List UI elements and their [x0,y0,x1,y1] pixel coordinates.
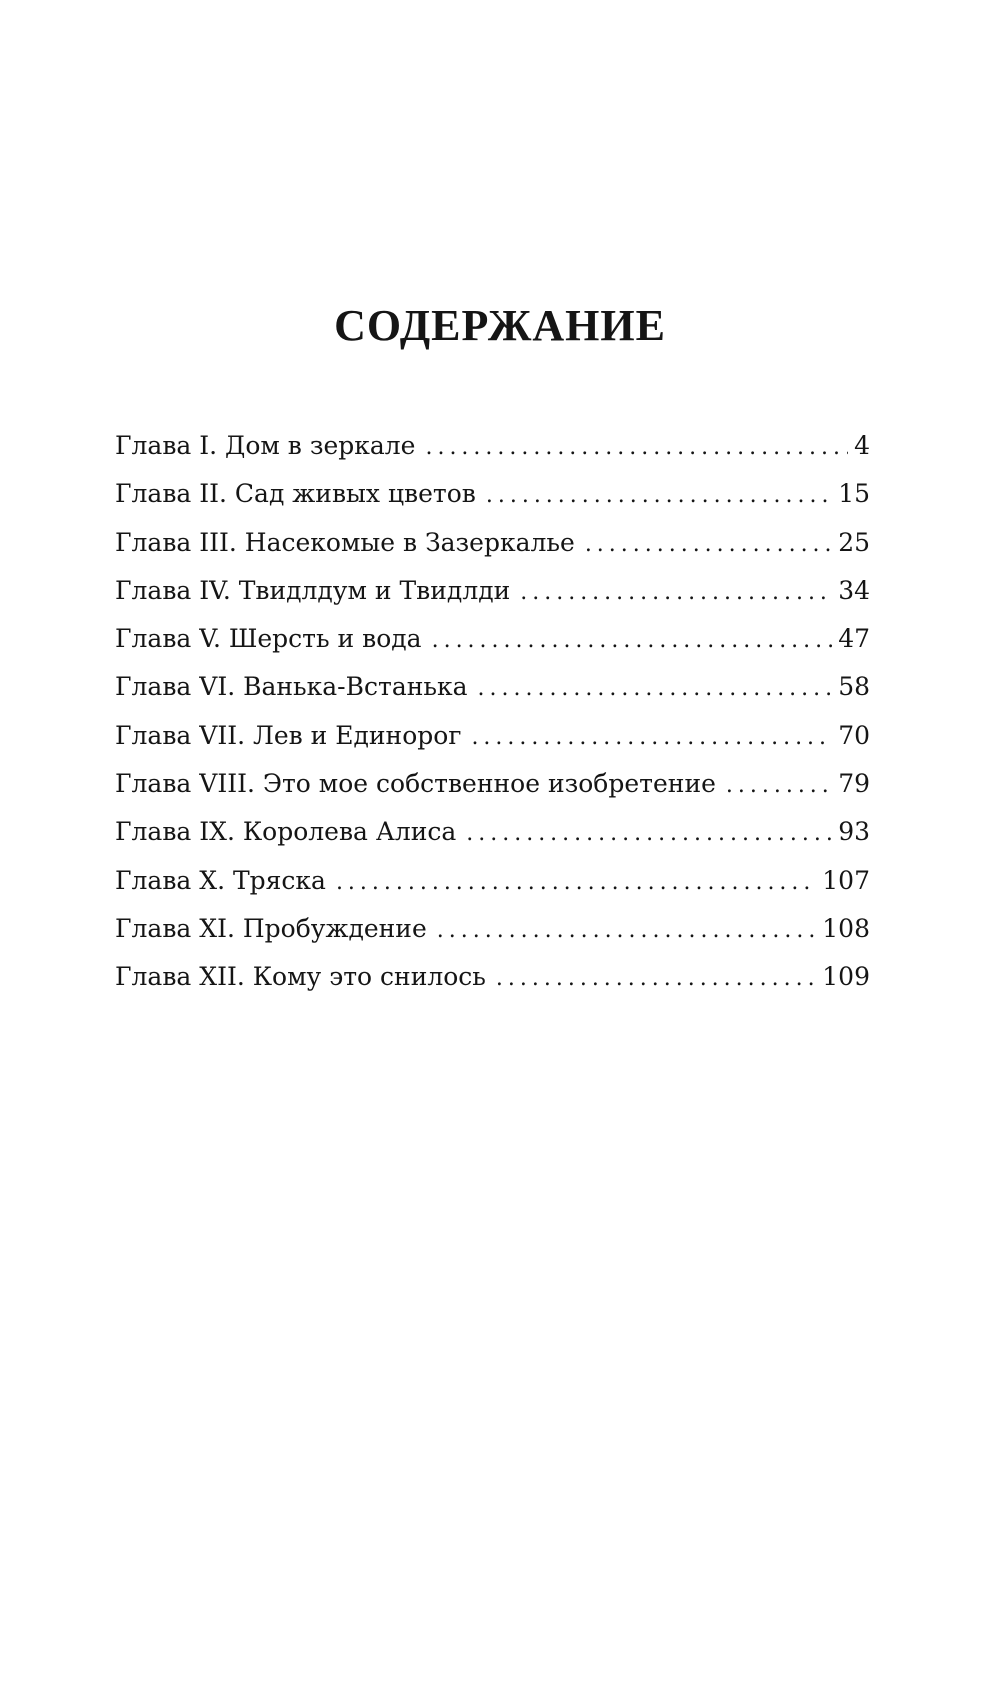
toc-entry-page: 70 [838,720,870,750]
toc-entry-title: Глава I. Дом в зеркале [115,431,416,460]
dot-leader [585,521,832,569]
toc-entry [115,567,870,615]
toc-entry-page: 15 [838,479,870,509]
toc-entry-page: 108 [822,913,870,943]
toc-entry-title: Глава X. Тряска [115,865,326,895]
toc-entry-title: Глава VIII. Это мое собственное изобретение [115,769,716,799]
toc-entry [115,519,870,567]
toc-entry [115,857,870,905]
dot-leader [471,714,832,762]
toc-entry-title: Глава XII. Кому это снилось [115,962,486,992]
toc-entry-page: 4 [854,431,870,460]
dot-leader [425,424,848,472]
dot-leader [336,859,816,907]
toc-entry-title: Глава VII. Лев и Единорог [115,720,462,750]
dot-leader [496,955,816,1003]
toc-entry-title: Глава IX. Королева Алиса [115,817,457,847]
toc-entry-title: Глава V. Шерсть и вода [115,624,422,654]
dot-leader [486,472,832,520]
toc-entry [115,712,870,760]
toc-entry-page: 47 [838,624,870,654]
page-title: СОДЕРЖАНИЕ [334,301,666,350]
dot-leader [432,617,833,665]
toc-entry-title: Глава IV. Твидлдум и Твидлди [115,575,511,605]
toc-entry [115,953,870,1001]
toc-entry [115,905,870,953]
toc-entry-title: Глава VI. Ванька-Встанька [115,672,468,702]
toc-entry-title: Глава III. Насекомые в Зазеркалье [115,527,575,557]
toc-entry-page: 109 [822,962,870,992]
toc-entry-page: 25 [838,527,870,557]
toc-entry-page: 34 [838,575,870,605]
toc-entry [115,808,870,856]
toc-entry [115,663,870,711]
dot-leader [726,762,832,810]
toc-entry [115,470,870,518]
dot-leader [520,569,832,617]
toc-entry [115,422,870,470]
toc-entry-page: 107 [822,865,870,895]
toc-entry-title: Глава II. Сад живых цветов [115,479,476,509]
dot-leader [437,907,817,955]
toc-entry-page: 58 [838,672,870,702]
dot-leader [478,665,833,713]
toc-entry [115,615,870,663]
toc-entry [115,760,870,808]
toc-entry-page: 93 [838,817,870,847]
toc-entry-title: Глава XI. Пробуждение [115,913,427,943]
dot-leader [466,810,832,858]
toc-list [115,422,870,1002]
toc-entry-page: 79 [838,769,870,799]
